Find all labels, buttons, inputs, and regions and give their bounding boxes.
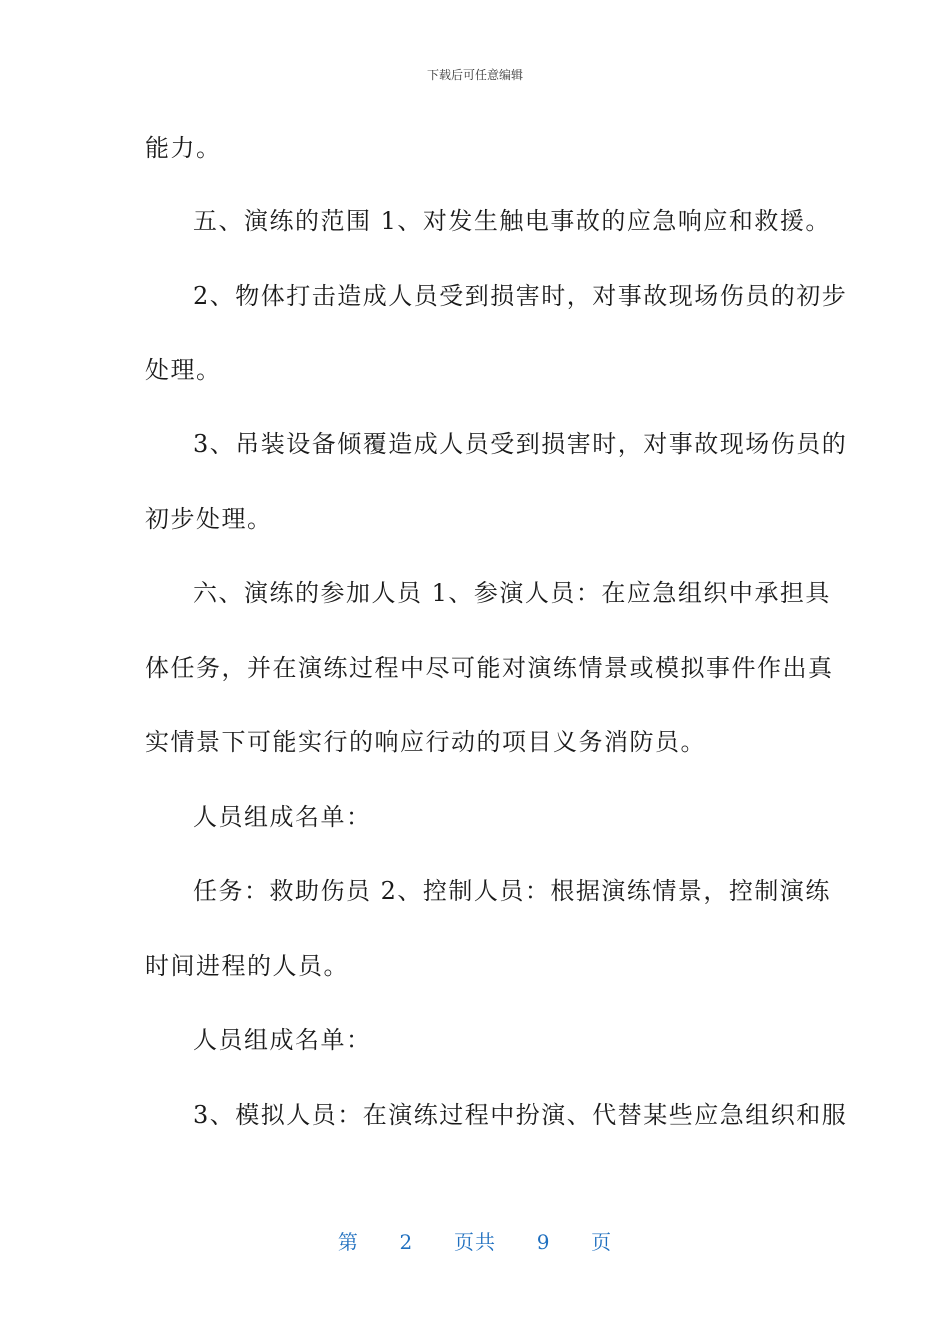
body-line-13: 人员组成名单： [193, 1026, 372, 1054]
body-line-8: 体任务，并在演练过程中尽可能对演练情景或模拟事件作出真 [145, 654, 834, 682]
body-line-4: 处理。 [145, 356, 222, 384]
page-prefix: 第 [337, 1230, 359, 1254]
page-current: 2 [399, 1230, 414, 1254]
body-line-10: 人员组成名单： [193, 803, 372, 831]
body-line-14: 3、模拟人员：在演练过程中扮演、代替某些应急组织和服 [193, 1101, 848, 1129]
page-footer [0, 1226, 950, 1255]
page-header: 下载后可任意编辑 [426, 68, 523, 82]
body-line-11: 任务：救助伤员 2、控制人员：根据演练情景，控制演练 [193, 877, 831, 905]
page-mid: 页共 [454, 1230, 496, 1254]
body-line-1: 能力。 [145, 134, 222, 162]
body-line-7: 六、演练的参加人员 1、参演人员：在应急组织中承担具 [193, 579, 831, 607]
body-line-12: 时间进程的人员。 [145, 952, 349, 980]
body-line-3: 2、物体打击造成人员受到损害时，对事故现场伤员的初步 [193, 282, 848, 310]
body-line-6: 初步处理。 [145, 505, 273, 533]
page-suffix: 页 [591, 1230, 613, 1254]
body-line-9: 实情景下可能实行的响应行动的项目义务消防员。 [145, 728, 706, 756]
body-line-5: 3、吊装设备倾覆造成人员受到损害时，对事故现场伤员的 [193, 430, 848, 458]
page-total: 9 [536, 1230, 551, 1254]
body-line-2: 五、演练的范围 1、对发生触电事故的应急响应和救援。 [193, 207, 831, 235]
